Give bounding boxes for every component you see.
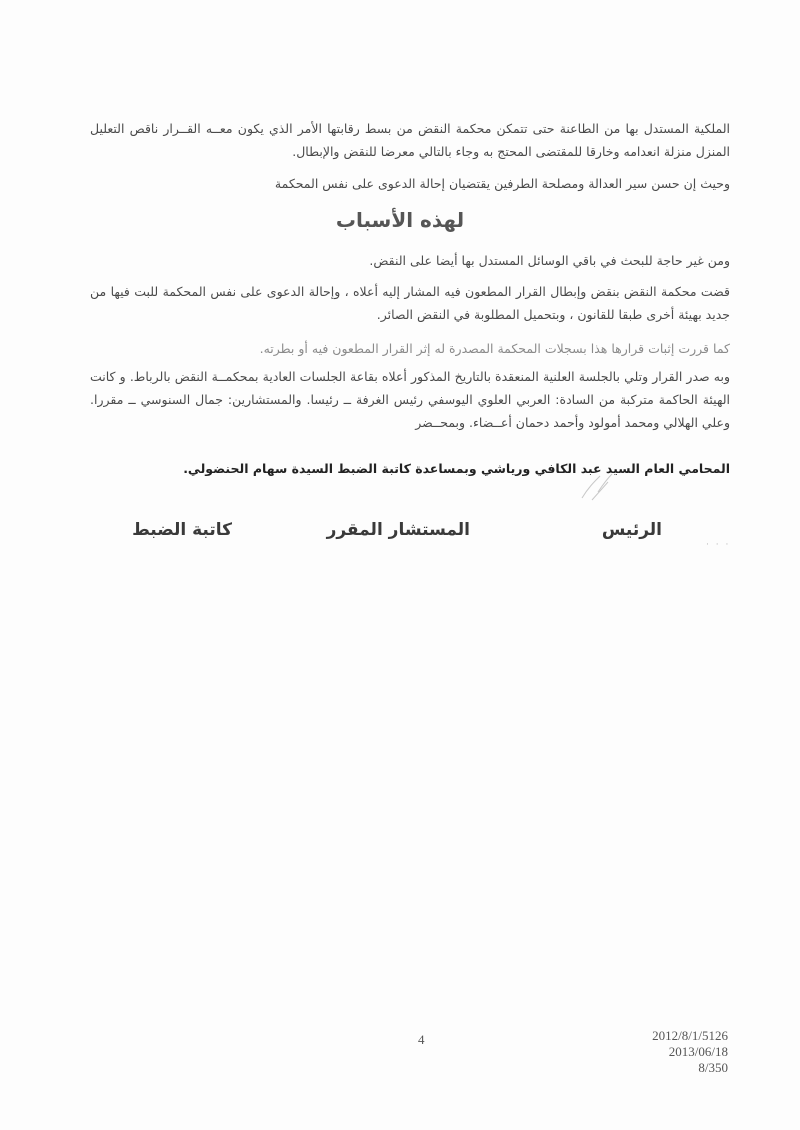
paragraph-referral-reasoning: وحيث إن حسن سير العدالة ومصلحة الطرفين يقتضيان إحالة الدعوى على نفس المحكمة	[274, 176, 730, 191]
decision-number: 8/350	[698, 1060, 728, 1075]
paragraph-record: كما قررت إثبات قرارها هذا بسجلات المحكمة المصدرة له إثر القرار المطعون فيه أو بطرته.	[259, 341, 730, 356]
paragraph-advocate-clerk: المحامي العام السيد عبد الكافي ورياشي وبمساعدة كاتبة الضبط السيدة سهام الحنضولي.	[183, 461, 730, 476]
paragraph-ownership-reasoning: الملكية المستدل بها من الطاعنة حتى تتمكن محكمة النقض من بسط رقابتها الأمر الذي يكون معــه القــرار ناقص التعليل المنزل منزلة انعدامه وخارقا للمقتضى المحتج به وجاء بالتالي معرضا للنقض والإبطال.	[90, 121, 730, 159]
signature-scribble-icon	[578, 468, 618, 504]
signature-clerk: كاتبة الضبط	[132, 520, 232, 540]
paragraph-session-panel: وبه صدر القرار وتلي بالجلسة العلنية المنعقدة بالتاريخ المذكور أعلاه بقاعة الجلسات العادية بمحكمــة النقض بالرباط. و كانت الهيئة الحاكمة متركبة من السادة: العربي العلوي اليوسفي رئيس الغرفة ــ رئيسا. والمستشارين: جمال السنوسي ــ مقررا. وعلي الهلالي ومحمد أمولود وأحمد دحمان أعــضاء. وبمحــضر	[90, 369, 730, 430]
decision-date: 2013/06/18	[668, 1044, 728, 1059]
paragraph-ruling: قضت محكمة النقض بنقض وإبطال القرار المطعون فيه المشار إليه أعلاه ، وإحالة الدعوى على نفس المحكمة للبت فيها من جديد بهيئة أخرى طبقا للقانون ، وبتحميل المطلوبة في النقض الصائر.	[90, 284, 730, 322]
file-reference-block	[618, 1028, 728, 1076]
scan-edge-mark: · · ·	[706, 540, 731, 550]
file-number: 2012/8/1/5126	[652, 1028, 728, 1043]
signature-rapporteur: المستشار المقرر	[326, 520, 470, 540]
section-heading-reasons: لهذه الأسباب	[335, 208, 465, 232]
signature-president: الرئيس	[601, 520, 662, 540]
page-number: 4	[418, 1032, 425, 1047]
paragraph-no-need: ومن غير حاجة للبحث في باقي الوسائل المستدل بها أيضا على النقض.	[369, 253, 730, 268]
